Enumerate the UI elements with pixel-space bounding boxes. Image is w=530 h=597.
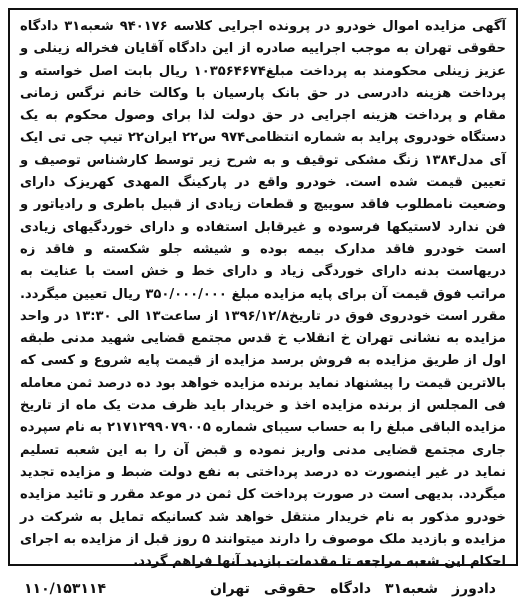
notice-body-text: آگهی مزایده اموال خودرو در پرونده اجرایی کلاسه ۹۴۰۱۷۶ شعبه۳۱ دادگاه حقوقی تهران به موجب اجراییه صادره از این دادگاه آقایان فخراله زینلی و عزیز زینلی محکومند به پرداخت مبلغ۱۰۳۵۶۴۶۷۴ ریال بابت اصل خواسته و پرداخت هزینه دادرسی در حق بانک پارسیان با وکالت خانم نرگس زمانی مقام و پرداخت هزینه اجرایی در حق دولت لذا برای وصول محکوم به یک دستگاه خودروی پراید به شماره انتظامی۹۷۴ س۲۲ ایران۲۲ تیپ جی تی ایک آی مدل۱۳۸۴ زنگ مشکی توقیف و به شرح زیر توسط کارشناس توصیف و تعیین قیمت شده است. خودرو واقع در پارکینگ المهدی کهریزک دارای وضعیت نامطلوب فاقد سوییچ و قطعات زیادی از قبیل باطری و رادیاتور و فن ندارد لاستیکها فرسوده و غیرقابل استفاده و دارای خوردگیهای زیادی است خودرو فاقد مدارک بیمه بوده و شیشه جلو شکسته و فاقد زه دریهاست بدنه دارای خوردگی زیاد و دارای خط و خش است با عنایت به مراتب فوق قیمت آن برای پایه مزایده مبلغ ۳۵۰/۰۰۰/۰۰۰ ریال تعیین میگردد. مقرر است خودروی فوق در تاریخ۱۳۹۶/۱۲/۸ از ساعت۱۳ الی ۱۳:۳۰ در واحد مزایده به نشانی تهران خ انقلاب خ قدس مجتمع قضایی شهید مدنی طبقه اول از طریق مزایده به فروش برسد مزایده از قیمت پایه شروع و کسی که بالاترین قیمت را پیشنهاد نماید برنده مزایده خواهد بود ده درصد ثمن معامله فی المجلس از برنده مزایده اخذ و خریدار باید ظرف مدت یک ماه از تاریخ مزایده الباقی مبلغ را به حساب سیبای شماره ۲۱۷۱۲۹۹۰۷۹۰۰۵ به نام سپرده جاری مجتمع قضایی مدنی واریز نموده و قبض آن را به این شعبه تسلیم نماید در غیر اینصورت ده درصد پرداختی به نفع دولت ضبط و مزایده تجدید میگردد. بدیهی است در صورت پرداخت کل ثمن در موعد مقرر و تائید مزایده خودرو مذکور به نام خریدار منتقل خواهد شد کسانیکه تمایل به شرکت در مزایده و بازدید ملک موصوف را دارند میتوانند ۵ روز قبل از مزایده به اجرای احکام این شعبه مراجعه تا مقدمات بازدید آنها فراهم گردد. <box>20 19 506 570</box>
signature-city: تهران <box>209 581 250 597</box>
reference-number: ۱۱۰/۱۵۳۱۱۴ <box>24 581 107 597</box>
notice-box <box>8 8 518 597</box>
signature-role: دادورز <box>452 581 496 597</box>
signature-court: دادگاه <box>330 581 372 597</box>
signature-branch: شعبه۳۱ <box>385 581 438 597</box>
notice-footer <box>20 581 506 597</box>
signature-line <box>210 581 496 597</box>
signature-court-type: حقوقی <box>263 581 317 597</box>
